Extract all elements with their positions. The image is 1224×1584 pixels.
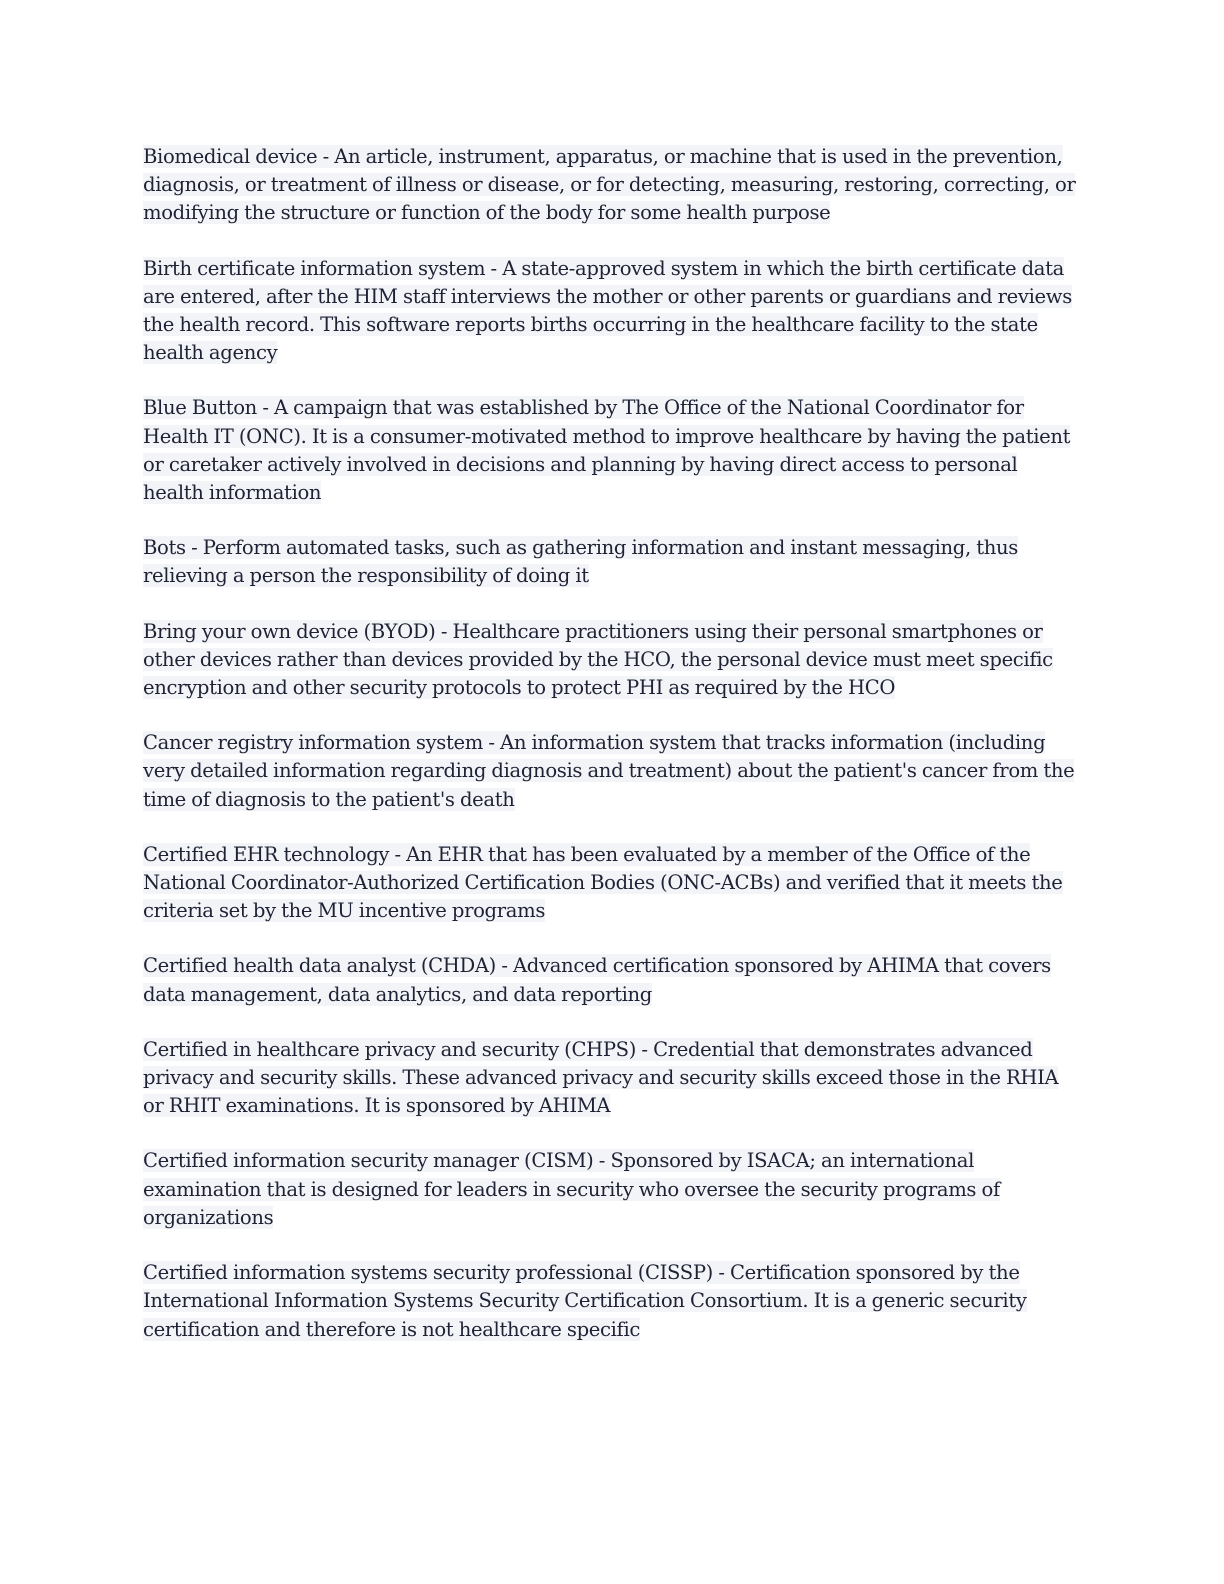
entry-text: Certified information security manager (CISM) - Sponsored by ISACA; an international examination that is designed for leaders in security who oversee the security programs of organizations: [143, 1149, 1000, 1229]
glossary-entry-birth-certificate-system: [143, 255, 1083, 368]
glossary-entry-cancer-registry: [143, 729, 1083, 814]
entry-text: Blue Button - A campaign that was established by The Office of the National Coordinator for Health IT (ONC). It is a consumer-motivated method to improve healthcare by having the patient or caretaker actively involved in decisions and planning by having direct access to personal health information: [143, 396, 1071, 505]
entry-text: Certified in healthcare privacy and security (CHPS) - Credential that demonstrates advanced privacy and security skills. These advanced privacy and security skills exceed those in the RHIA or RHIT examinations. It is sponsored by AHIMA: [143, 1037, 1059, 1118]
entry-text: Certified EHR technology - An EHR that has been evaluated by a member of the Office of the National Coordinator-Authorized Certification Bodies (ONC-ACBs) and verified that it meets the criteria set by the MU incentive programs: [143, 842, 1063, 923]
glossary-entry-byod: [143, 618, 1083, 703]
glossary-entry-bots: [143, 534, 1083, 590]
glossary-entry-chda: [143, 952, 1083, 1008]
glossary-entry-chps: [143, 1036, 1083, 1121]
entry-text: Bring your own device (BYOD) - Healthcare practitioners using their personal smartphones or other devices rather than devices provided by the HCO, the personal device must meet specific encryption and other security protocols to protect PHI as required by the HCO: [143, 619, 1053, 700]
entry-text: Biomedical device - An article, instrument, apparatus, or machine that is used in the prevention, diagnosis, or treatment of illness or disease, or for detecting, measuring, restoring, correcting, or modifying the structure or function of the body for some health purpose: [143, 145, 1076, 225]
entry-text: Certified health data analyst (CHDA) - Advanced certification sponsored by AHIMA that covers data management, data analytics, and data reporting: [143, 954, 1051, 1006]
document-page: [143, 143, 1083, 1371]
glossary-entry-cissp: [143, 1259, 1083, 1344]
entry-text: Certified information systems security professional (CISSP) - Certification sponsored by the International Information Systems Security Certification Consortium. It is a generic security certification and therefore is not healthcare specific: [143, 1261, 1027, 1341]
glossary-entry-blue-button: [143, 394, 1083, 507]
entry-text: Birth certificate information system - A state-approved system in which the birth certificate data are entered, after the HIM staff interviews the mother or other parents or guardians and reviews the health record. This software reports births occurring in the healthcare facility to the state health agency: [143, 256, 1072, 365]
entry-text: Bots - Perform automated tasks, such as gathering information and instant messaging, thus relieving a person the responsibility of doing it: [143, 536, 1019, 588]
glossary-entry-biomedical-device: [143, 143, 1083, 228]
entry-text: Cancer registry information system - An information system that tracks information (including very detailed information regarding diagnosis and treatment) about the patient's cancer from the time of diagnosis to the patient's death: [143, 731, 1075, 811]
glossary-entry-cism: [143, 1147, 1083, 1232]
glossary-entry-certified-ehr: [143, 841, 1083, 926]
